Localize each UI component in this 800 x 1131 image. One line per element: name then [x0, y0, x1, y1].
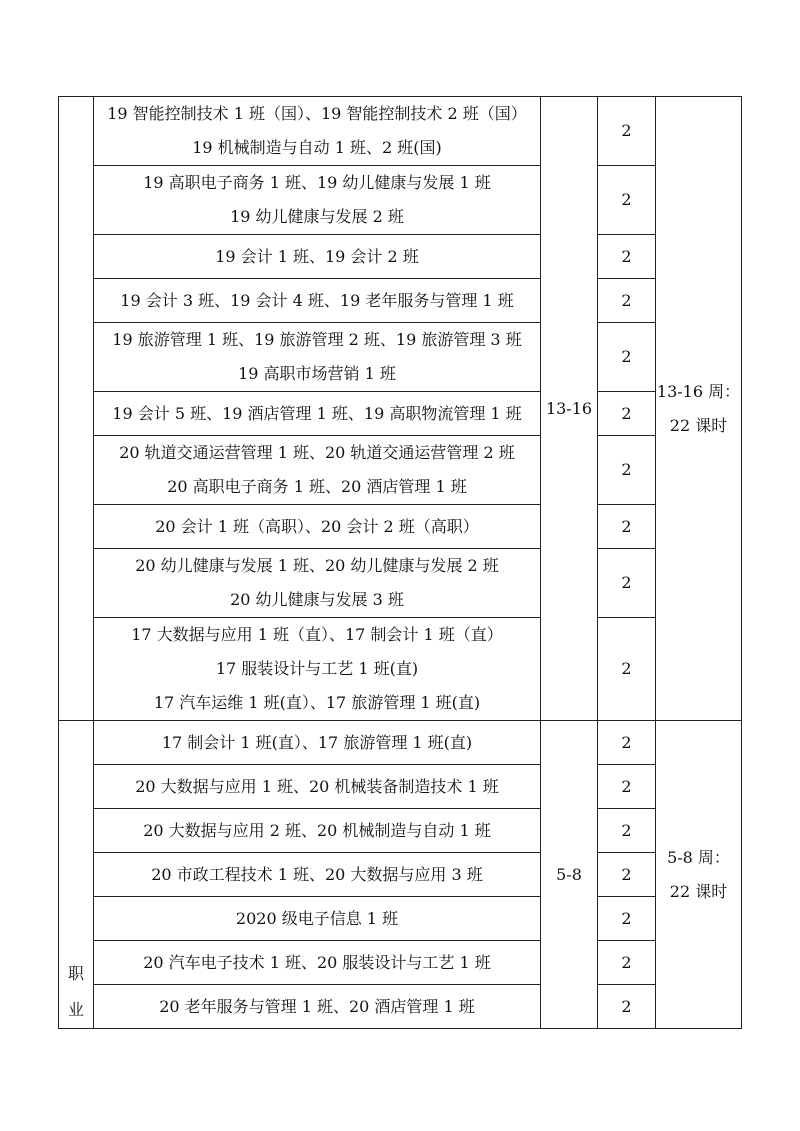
hours-cell: 2	[598, 436, 656, 505]
class-line: 19 会计 3 班、19 会计 4 班、19 老年服务与管理 1 班	[120, 290, 514, 310]
table-row	[59, 985, 742, 1029]
class-list-cell	[94, 765, 541, 809]
hours-cell: 2	[598, 618, 656, 721]
category-char: 职	[67, 964, 84, 983]
summary-line: 22 课时	[669, 881, 728, 901]
class-list-cell	[94, 721, 541, 765]
class-line: 20 汽车电子技术 1 班、20 服装设计与工艺 1 班	[143, 952, 491, 972]
hours-cell: 2	[598, 235, 656, 279]
class-line: 20 老年服务与管理 1 班、20 酒店管理 1 班	[159, 996, 475, 1016]
class-line: 19 会计 5 班、19 酒店管理 1 班、19 高职物流管理 1 班	[112, 403, 522, 423]
schedule-body	[59, 97, 742, 1029]
table-row	[59, 941, 742, 985]
hours-cell: 2	[598, 166, 656, 235]
class-line: 19 智能控制技术 1 班（国）、19 智能控制技术 2 班（国）	[107, 104, 527, 123]
table-row	[59, 549, 742, 618]
table-row	[59, 279, 742, 323]
hours-cell: 2	[598, 97, 656, 166]
hours-cell: 2	[598, 392, 656, 436]
hours-cell: 2	[598, 853, 656, 897]
category-char: 业	[67, 1000, 84, 1019]
class-list-cell	[94, 392, 541, 436]
table-row	[59, 853, 742, 897]
class-line: 20 幼儿健康与发展 3 班	[230, 590, 404, 609]
class-line: 20 大数据与应用 2 班、20 机械制造与自动 1 班	[143, 820, 491, 840]
class-line: 17 大数据与应用 1 班（直）、17 制会计 1 班（直）	[131, 625, 503, 644]
class-line: 19 幼儿健康与发展 2 班	[230, 207, 404, 226]
hours-cell: 2	[598, 765, 656, 809]
hours-cell: 2	[598, 323, 656, 392]
class-line: 19 会计 1 班、19 会计 2 班	[215, 246, 419, 266]
hours-cell: 2	[598, 941, 656, 985]
table-row	[59, 765, 742, 809]
class-line: 17 制会计 1 班(直）、17 旅游管理 1 班(直)	[161, 732, 473, 752]
class-line: 17 汽车运维 1 班(直）、17 旅游管理 1 班(直)	[153, 693, 481, 712]
weeks-cell: 13-16	[541, 97, 598, 721]
table-row	[59, 97, 742, 166]
summary-cell	[656, 97, 742, 721]
class-line: 17 服装设计与工艺 1 班(直)	[215, 659, 419, 678]
hours-cell: 2	[598, 985, 656, 1029]
class-list-cell	[94, 323, 541, 392]
class-list-cell	[94, 505, 541, 549]
table-row	[59, 809, 742, 853]
table-row	[59, 166, 742, 235]
class-list-cell	[94, 97, 541, 166]
hours-cell: 2	[598, 505, 656, 549]
class-list-cell	[94, 941, 541, 985]
class-list-cell	[94, 985, 541, 1029]
hours-cell: 2	[598, 279, 656, 323]
class-line: 20 幼儿健康与发展 1 班、20 幼儿健康与发展 2 班	[135, 556, 499, 575]
class-line: 20 会计 1 班（高职）、20 会计 2 班（高职）	[155, 516, 479, 536]
table-row	[59, 392, 742, 436]
class-list-cell	[94, 235, 541, 279]
table-row	[59, 235, 742, 279]
class-list-cell	[94, 166, 541, 235]
table-row	[59, 436, 742, 505]
hours-cell: 2	[598, 721, 656, 765]
class-line: 20 大数据与应用 1 班、20 机械装备制造技术 1 班	[135, 776, 499, 796]
table-row	[59, 897, 742, 941]
table-row	[59, 505, 742, 549]
class-line: 20 高职电子商务 1 班、20 酒店管理 1 班	[167, 477, 467, 496]
summary-line: 22 课时	[669, 415, 728, 435]
class-line: 19 高职电子商务 1 班、19 幼儿健康与发展 1 班	[143, 173, 491, 192]
hours-cell: 2	[598, 809, 656, 853]
summary-line: 13-16 周：	[656, 381, 741, 401]
class-list-cell	[94, 279, 541, 323]
class-list-cell	[94, 809, 541, 853]
class-list-cell	[94, 853, 541, 897]
class-line: 19 旅游管理 1 班、19 旅游管理 2 班、19 旅游管理 3 班	[112, 330, 522, 349]
table-row	[59, 323, 742, 392]
hours-cell: 2	[598, 549, 656, 618]
class-line: 20 轨道交通运营管理 1 班、20 轨道交通运营管理 2 班	[119, 443, 515, 462]
summary-line: 5-8 周：	[667, 847, 730, 867]
class-line: 19 机械制造与自动 1 班、2 班(国)	[192, 138, 442, 157]
weeks-cell: 5-8	[541, 721, 598, 1029]
class-list-cell	[94, 436, 541, 505]
class-list-cell	[94, 549, 541, 618]
summary-cell	[656, 721, 742, 1029]
category-cell	[59, 721, 94, 1029]
table-row	[59, 618, 742, 721]
category-cell	[59, 97, 94, 721]
hours-cell: 2	[598, 897, 656, 941]
class-line: 19 高职市场营销 1 班	[238, 364, 396, 383]
table-row	[59, 721, 742, 765]
class-line: 2020 级电子信息 1 班	[235, 908, 399, 928]
class-list-cell	[94, 618, 541, 721]
class-list-cell	[94, 897, 541, 941]
schedule-table	[58, 96, 742, 1029]
class-line: 20 市政工程技术 1 班、20 大数据与应用 3 班	[151, 864, 483, 884]
